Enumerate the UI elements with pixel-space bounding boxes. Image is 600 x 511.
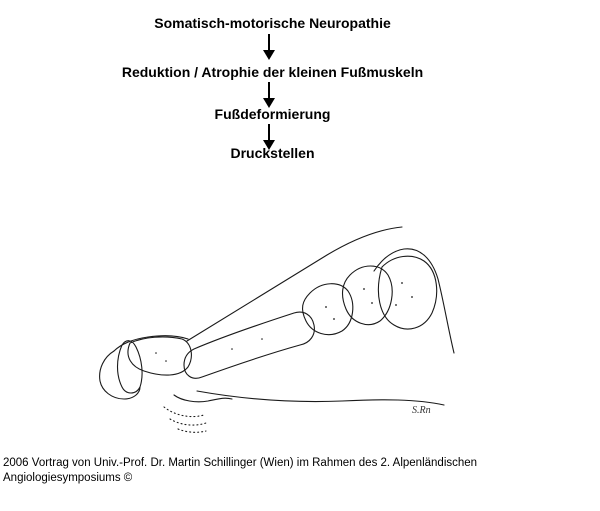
caption-line-2: Angiologiesymposiums © <box>3 472 133 484</box>
flow-step-pressure-points: Druckstellen <box>230 145 315 161</box>
arrow-down-icon <box>262 34 276 60</box>
flow-step-atrophy: Reduktion / Atrophie der kleinen Fußmuskeln <box>121 64 424 80</box>
artist-signature: S.Rn <box>412 405 431 416</box>
flow-step-neuropathy: Somatisch-motorische Neuropathie <box>154 15 391 31</box>
copyright-caption <box>3 456 563 486</box>
illustration-background <box>82 163 462 450</box>
arrow-down-icon <box>262 82 276 108</box>
flow-step-deformity: Fußdeformierung <box>214 106 331 122</box>
caption-line-1: 2006 Vortrag von Univ.-Prof. Dr. Martin Schillinger (Wien) im Rahmen des 2. Alpenländischen <box>3 457 478 469</box>
foot-skeleton-illustration <box>82 163 462 450</box>
